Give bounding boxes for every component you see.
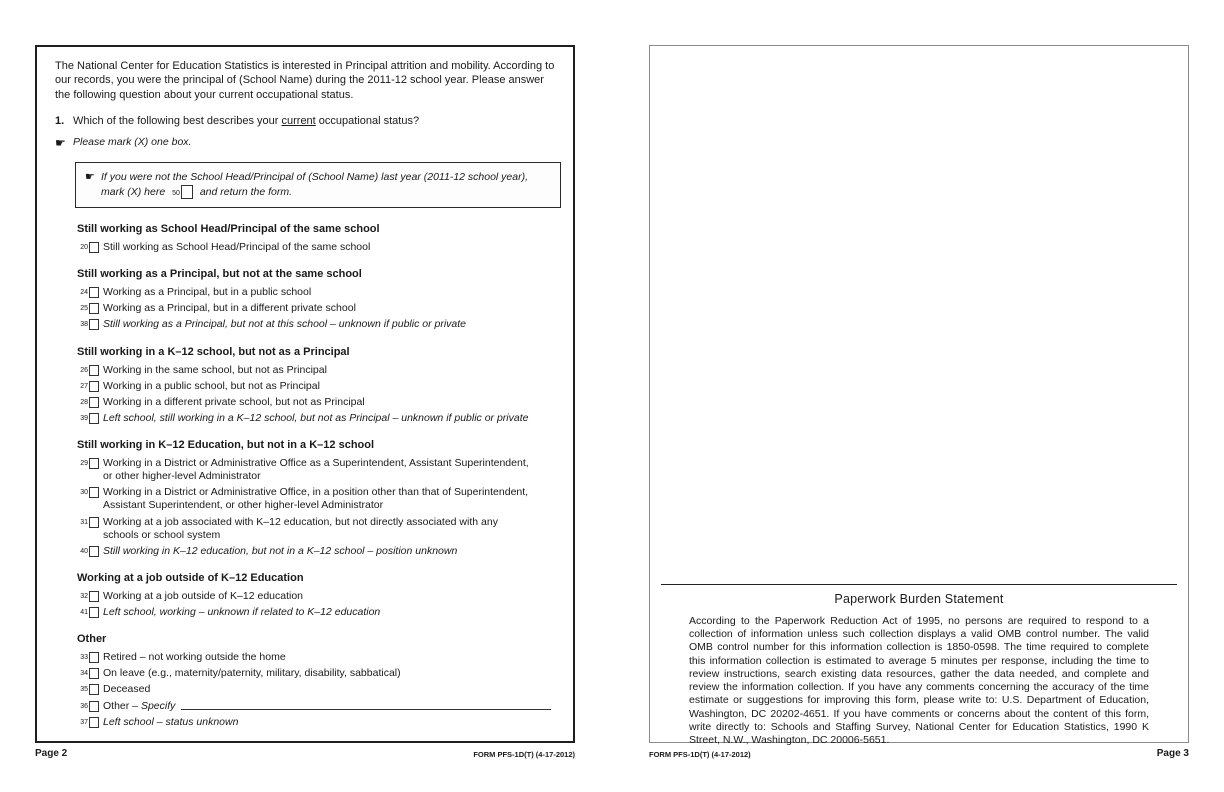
option-label: Other – Specify <box>103 699 176 712</box>
form-number: FORM PFS-1D(T) (4-17-2012) <box>649 750 751 759</box>
page-2-sheet <box>35 45 575 743</box>
section-heading: Other <box>77 633 107 646</box>
checkbox-30[interactable] <box>89 487 99 498</box>
checkbox-31[interactable] <box>89 517 99 528</box>
option-code: 31 <box>80 518 88 526</box>
question-text <box>73 115 419 129</box>
checkbox-28[interactable] <box>89 397 99 408</box>
option-label: Left school, working – unknown if related to K–12 education <box>103 606 381 619</box>
checkbox-25[interactable] <box>89 303 99 314</box>
option-section <box>77 223 555 254</box>
option-label: Working in a different private school, but not as Principal <box>103 395 365 408</box>
option-label: Working in a District or Administrative Office as a Superintendent, Assistant Superintendent, or other higher-level Administrator <box>103 457 529 483</box>
section-heading: Still working as School Head/Principal of the same school <box>77 223 380 236</box>
option-label: Deceased <box>103 683 151 696</box>
option-section <box>77 633 555 729</box>
answer-option-26 <box>77 364 555 377</box>
answer-option-24 <box>77 286 555 299</box>
checkbox-37[interactable] <box>89 717 99 728</box>
answer-option-34 <box>77 667 555 680</box>
answer-sections <box>77 223 555 729</box>
page-3 <box>649 45 1189 759</box>
answer-option-29 <box>77 457 555 483</box>
answer-option-39 <box>77 412 555 425</box>
paperwork-burden-statement <box>661 584 1177 747</box>
specify-input-line[interactable] <box>181 700 551 710</box>
answer-option-31 <box>77 516 555 542</box>
option-code: 30 <box>80 489 88 497</box>
option-label: Left school – status unknown <box>103 715 239 728</box>
option-code: 20 <box>80 244 88 252</box>
question-number: 1. <box>55 114 65 127</box>
section-heading: Working at a job outside of K–12 Education <box>77 571 304 584</box>
option-code: 41 <box>80 609 88 617</box>
checkbox-41[interactable] <box>89 607 99 618</box>
checkbox-24[interactable] <box>89 287 99 298</box>
checkbox-34[interactable] <box>89 668 99 679</box>
section-heading: Still working as a Principal, but not at the same school <box>77 268 362 281</box>
checkbox-20[interactable] <box>89 242 99 253</box>
page-number: Page 3 <box>1156 748 1189 759</box>
page-3-sheet <box>649 45 1189 746</box>
return-form-notice-box <box>75 162 561 208</box>
burden-statement-text: According to the Paperwork Reduction Act of 1995, no persons are required to respond to a collection of information unless such collection displays a valid OMB control number. The valid OMB control number for this information collection is 1850-0598. The time required to complete this information collection is estimated to average 5 minutes per response, including the time to review instructions, search existing data resources, gather the data needed, and complete and review the information collection. If you have any comments concerning the accuracy of the time estimate or suggestions for improving this form, please write to: U.S. Department of Education, Washington, DC 20202-4651. If you have comments or concerns about the content of this form, write directly to: Schools and Staffing Survey, National Center for Education Statistics, 1990 K Street, N.W., Washington, DC 20006-5651. <box>689 615 1149 746</box>
section-heading: Still working in a K–12 school, but not as a Principal <box>77 345 350 358</box>
option-label: Working in a District or Administrative Office, in a position other than that of Superintendent, Assistant Superintendent, or other higher-level Administrator <box>103 486 529 512</box>
checkbox-36[interactable] <box>89 701 99 712</box>
option-label: Working at a job associated with K–12 education, but not directly associated with any schools or school system <box>103 515 498 541</box>
checkbox-38[interactable] <box>89 319 99 330</box>
answer-option-41 <box>77 606 555 619</box>
option-code: 33 <box>80 654 88 662</box>
pointing-hand-icon: ☛ <box>85 170 95 183</box>
checkbox-50[interactable] <box>181 185 193 199</box>
option-code: 32 <box>80 592 88 600</box>
option-label: Still working in K–12 education, but not in a K–12 school – position unknown <box>103 544 458 557</box>
notice-text-post: and return the form. <box>196 185 293 198</box>
checkbox-32[interactable] <box>89 591 99 602</box>
question-text-underlined: current <box>281 114 316 127</box>
checkbox-27[interactable] <box>89 381 99 392</box>
divider-rule <box>661 584 1177 585</box>
notice-checkbox-code: 50 <box>172 189 180 197</box>
option-code: 37 <box>80 718 88 726</box>
section-heading: Still working in K–12 Education, but not in a K–12 school <box>77 439 375 452</box>
answer-option-20 <box>77 241 555 254</box>
checkbox-40[interactable] <box>89 546 99 557</box>
option-label: Working as a Principal, but in a public school <box>103 286 312 299</box>
option-label: Working in a public school, but not as Principal <box>103 379 320 392</box>
intro-paragraph: The National Center for Education Statistics is interested in Principal attrition and mobility. According to our records, you were the principal of (School Name) during the 2011-12 school year. Please answer the following question about your current occupational status. <box>55 60 555 101</box>
option-code: 39 <box>80 414 88 422</box>
option-section <box>77 268 555 331</box>
option-code: 38 <box>80 321 88 329</box>
question-text-post: occupational status? <box>315 114 420 127</box>
checkbox-26[interactable] <box>89 365 99 376</box>
form-number: FORM PFS-1D(T) (4-17-2012) <box>473 750 575 759</box>
option-code: 28 <box>80 398 88 406</box>
checkbox-35[interactable] <box>89 684 99 695</box>
answer-option-30 <box>77 486 555 512</box>
option-code: 34 <box>80 670 88 678</box>
answer-option-37 <box>77 716 555 729</box>
page-2-footer <box>35 748 575 759</box>
answer-option-40 <box>77 545 555 558</box>
answer-option-27 <box>77 380 555 393</box>
pointing-hand-icon: ☛ <box>55 135 66 150</box>
notice-text <box>101 170 551 200</box>
answer-option-32 <box>77 590 555 603</box>
option-code: 25 <box>80 305 88 313</box>
option-code: 35 <box>80 686 88 694</box>
answer-option-33 <box>77 651 555 664</box>
checkbox-33[interactable] <box>89 652 99 663</box>
option-code: 40 <box>80 547 88 555</box>
answer-option-38 <box>77 318 555 331</box>
checkbox-39[interactable] <box>89 413 99 424</box>
page-3-footer <box>649 748 1189 759</box>
mark-instruction <box>55 136 555 149</box>
option-code: 27 <box>80 382 88 390</box>
mark-instruction-text: Please mark (X) one box. <box>73 135 192 148</box>
option-label: Working at a job outside of K–12 education <box>103 589 304 602</box>
option-section <box>77 439 555 558</box>
burden-statement-title: Paperwork Burden Statement <box>834 592 1004 606</box>
notice-text-pre: If you were not the School Head/Principal of (School Name) last year (2011-12 school year), mark (X) here <box>101 170 529 198</box>
option-code: 24 <box>80 289 88 297</box>
answer-option-28 <box>77 396 555 409</box>
answer-option-36 <box>77 700 555 713</box>
option-label: Retired – not working outside the home <box>103 651 286 664</box>
checkbox-29[interactable] <box>89 458 99 469</box>
question-1 <box>55 115 555 129</box>
option-code: 29 <box>80 460 88 468</box>
option-label: Left school, still working in a K–12 school, but not as Principal – unknown if public or private <box>103 411 529 424</box>
option-section <box>77 572 555 619</box>
page-number: Page 2 <box>35 748 68 759</box>
answer-option-25 <box>77 302 555 315</box>
option-code: 26 <box>80 366 88 374</box>
option-label: On leave (e.g., maternity/paternity, military, disability, sabbatical) <box>103 667 401 680</box>
option-label: Working as a Principal, but in a different private school <box>103 302 356 315</box>
option-section <box>77 346 555 426</box>
question-text-pre: Which of the following best describes your <box>73 114 282 127</box>
option-code: 36 <box>80 702 88 710</box>
option-label: Still working as School Head/Principal of the same school <box>103 241 371 254</box>
option-label: Working in the same school, but not as Principal <box>103 363 327 376</box>
page-2 <box>35 45 575 759</box>
answer-option-35 <box>77 683 555 696</box>
option-label: Still working as a Principal, but not at this school – unknown if public or private <box>103 318 467 331</box>
